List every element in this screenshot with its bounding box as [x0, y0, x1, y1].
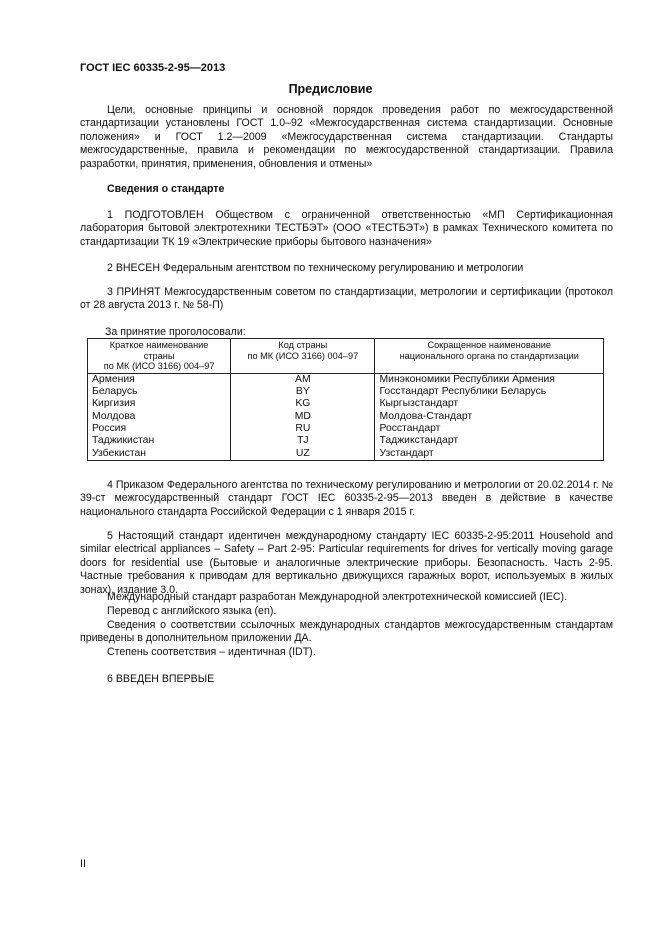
- table-row: [88, 411, 604, 423]
- code-cell: KG: [231, 398, 375, 410]
- code-cell: TJ: [231, 435, 375, 447]
- section-heading: Сведения о стандарте: [107, 183, 225, 195]
- table-header-country: Краткое наименование страны по МК (ИСО 3166) 004–97: [88, 339, 231, 374]
- intro-paragraph: Цели, основные принципы и основной порядок проведения работ по межгосударственной стандартизации установлены ГОСТ 1.0–92 «Межгосударственная система стандартизации. Основные положения» и ГОСТ 1.2—2009 «Межгосударственная система стандартизации. Стандарты межгосударственные, правила и рекомендации по межгосударственной стандартизации. Правила разработки, принятия, применения, обновления и отмены»: [80, 104, 613, 170]
- table-header-code: Код страны по МК (ИСО 3166) 004–97: [231, 339, 375, 374]
- table-row: [88, 373, 604, 386]
- code-cell: BY: [231, 386, 375, 398]
- item-degree: Степень соответствия – идентичная (IDT).: [107, 646, 316, 658]
- table-row: [88, 398, 604, 410]
- item-adopted: 3 ПРИНЯТ Межгосударственным советом по стандартизации, метрологии и сертификации (протокол от 28 августа 2013 г. № 58-П): [80, 286, 613, 312]
- item-prepared: 1 ПОДГОТОВЛЕН Обществом с ограниченной ответственностью «МП Сертификационная лаборатория бытовой электротехники ТЕСТБЭТ» (ООО «ТЕСТБЭТ») в рамках Технического комитета по стандартизации ТК 19 «Электрические приборы бытового назначения»: [80, 209, 613, 248]
- item-identical: 5 Настоящий стандарт идентичен международному стандарту IEC 60335-2-95:2011 Household and similar electrical appliances – Safety – Part 2-95: Particular requirements for drives for vertically moving garage doors for residential use (Бытовые и аналогичные электрические приборы. Безопасность. Часть 2-95. Частные требования к приводам для вертикально движущихся гаражных ворот, используемых в жилых зонах), издание 3.0.: [80, 530, 613, 596]
- body-cell: Таджикстандарт: [375, 435, 604, 447]
- country-cell: Молдова: [88, 411, 231, 423]
- country-cell: Беларусь: [88, 386, 231, 398]
- page-number: II: [80, 858, 87, 870]
- code-cell: MD: [231, 411, 375, 423]
- country-cell: Узбекистан: [88, 448, 231, 461]
- table-row: [88, 435, 604, 447]
- code-cell: RU: [231, 423, 375, 435]
- body-cell: Кыргызстандарт: [375, 398, 604, 410]
- table-header-body: Сокращенное наименование национального органа по стандартизации: [375, 339, 604, 374]
- document-code-header: ГОСТ IEC 60335-2-95—2013: [80, 62, 226, 74]
- body-cell: Молдова-Стандарт: [375, 411, 604, 423]
- item-order: 4 Приказом Федерального агентства по техническому регулированию и метрологии от 20.02.2014 г. № 39-ст межгосударственный стандарт ГОСТ IEC 60335-2-95—2013 введен в действие в качестве национального стандарта Российской Федерации с 1 января 2015 г.: [80, 479, 613, 518]
- country-cell: Таджикистан: [88, 435, 231, 447]
- country-cell: Россия: [88, 423, 231, 435]
- body-cell: Минэкономики Республики Армения: [375, 373, 604, 386]
- code-cell: AM: [231, 373, 375, 386]
- item-developed: Международный стандарт разработан Международной электротехнической комиссией (IEC).: [107, 591, 568, 603]
- table-header-row: [88, 339, 604, 374]
- country-cell: Армения: [88, 373, 231, 386]
- voting-table: [87, 338, 604, 461]
- item-first: 6 ВВЕДЕН ВПЕРВЫЕ: [107, 673, 215, 685]
- code-cell: UZ: [231, 448, 375, 461]
- table-row: [88, 423, 604, 435]
- body-cell: Госстандарт Республики Беларусь: [375, 386, 604, 398]
- body-cell: Узстандарт: [375, 448, 604, 461]
- page-title: Предисловие: [288, 82, 373, 96]
- table-row: [88, 448, 604, 461]
- country-cell: Киргизия: [88, 398, 231, 410]
- item-introduced: 2 ВНЕСЕН Федеральным агентством по техническому регулированию и метрологии: [107, 262, 524, 274]
- body-cell: Росстандарт: [375, 423, 604, 435]
- item-translation: Перевод с английского языка (en).: [107, 605, 277, 617]
- vote-label: За принятие проголосовали:: [105, 326, 246, 338]
- table-row: [88, 386, 604, 398]
- item-references: Сведения о соответствии ссылочных международных стандартов межгосударственным стандартам приведены в дополнительном приложении ДА.: [80, 619, 613, 645]
